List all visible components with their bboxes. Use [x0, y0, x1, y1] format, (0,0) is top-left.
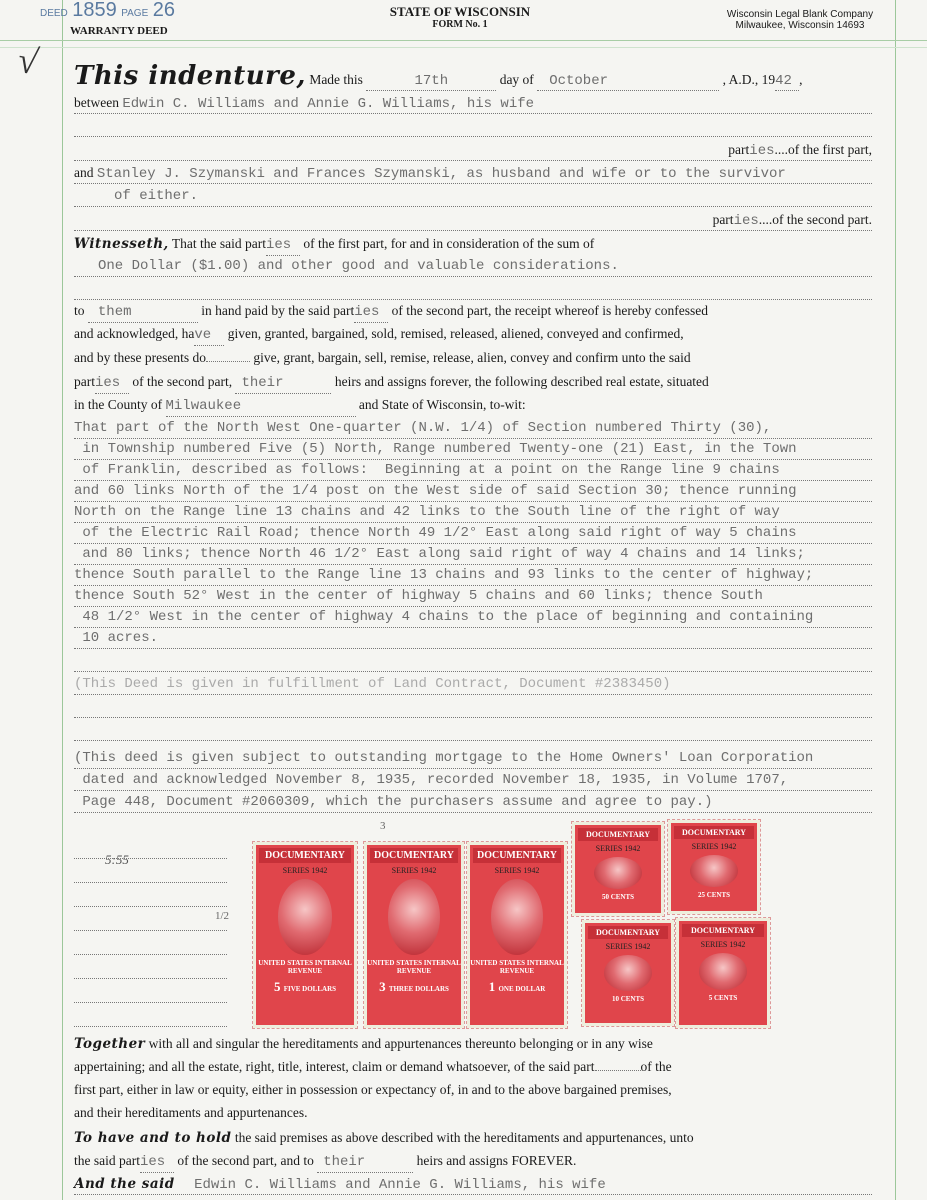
county-line: in the County of Milwaukee and State of Wisconsin, to-wit:: [74, 395, 872, 415]
together-line-2: appertaining; and all the estate, right, title, interest, claim or demand whatsoever, of the said part of the: [74, 1059, 672, 1074]
blank-line: [74, 910, 230, 931]
grantors-line: between Edwin C. Williams and Annie G. Williams, his wife: [74, 93, 872, 114]
grantees-line-2[interactable]: of either.: [74, 186, 872, 207]
grantors-field[interactable]: Edwin C. Williams and Annie G. Williams, his wife: [122, 96, 535, 112]
together-line-3: first part, either in law or equity, either in possession or expectancy of, in and to the above bargained premises,: [74, 1082, 672, 1097]
blank-line: [74, 838, 227, 859]
margin-note: 1/2: [215, 910, 230, 922]
blank-line: [74, 720, 872, 741]
blank-line: [74, 982, 227, 1003]
together-line-1: Together with all and singular the hereditaments and appurtenances thereunto belonging or in any wise: [74, 1036, 653, 1052]
revenue-stamp-5-dollars: DOCUMENTARY SERIES 1942 UNITED STATES INTERNAL REVENUE 5 FIVE DOLLARS: [253, 842, 357, 1028]
portrait-icon: [604, 955, 651, 991]
together-line-4: and their hereditaments and appurtenances.: [74, 1105, 308, 1120]
portrait-icon: [388, 879, 440, 955]
grantors-field[interactable]: Edwin C. Williams and Annie G. Williams, his wife: [194, 1177, 606, 1193]
day-field[interactable]: 17th: [366, 72, 496, 91]
land-contract-note[interactable]: (This Deed is given in fulfillment of Land Contract, Document #2383450): [74, 674, 872, 695]
revenue-stamp-50-cents: DOCUMENTARY SERIES 1942 50 CENTS: [572, 822, 664, 916]
revenue-stamp-3-dollars: DOCUMENTARY SERIES 1942 UNITED STATES INTERNAL REVENUE 3 THREE DOLLARS: [364, 842, 464, 1028]
payment-line: to them in hand paid by the said parties of the second part, the receipt whereof is hereby confessed: [74, 301, 872, 321]
revenue-stamp-5-cents: DOCUMENTARY SERIES 1942 5 CENTS: [676, 918, 770, 1028]
portrait-icon: [278, 879, 332, 955]
date-line: This indenture, Made this 17th day of October , A.D., 1942 ,: [74, 61, 803, 91]
first-part-line: parties....of the first part,: [74, 140, 872, 161]
revenue-stamp-25-cents: DOCUMENTARY SERIES 1942 25 CENTS: [668, 820, 760, 914]
blank-line: [74, 651, 872, 672]
county-field[interactable]: Milwaukee: [166, 396, 356, 417]
publisher: Wisconsin Legal Blank Company Milwaukee, Wisconsin 14693: [726, 9, 874, 31]
witnesseth-line: Witnesseth, That the said parties of the first part, for and in consideration of the sum of: [74, 234, 872, 254]
second-part-line: parties....of the second part.: [74, 210, 872, 231]
habendum-line-2: the said parties of the second part, and to their heirs and assigns FOREVER.: [74, 1151, 872, 1171]
form-type: WARRANTY DEED: [70, 25, 168, 37]
grantees-field[interactable]: Stanley J. Szymanski and Frances Szymanski, as husband and wife or to the survivor: [96, 166, 786, 182]
blank-line: [74, 934, 227, 955]
margin-note: 3: [380, 820, 386, 832]
blank-line: [74, 862, 227, 883]
year-field[interactable]: 42: [775, 72, 799, 91]
month-field[interactable]: October: [537, 72, 719, 91]
blank-line: [74, 1006, 227, 1027]
header-rule-2: [0, 47, 927, 48]
blank-line: [74, 279, 872, 300]
form-title: STATE OF WISCONSIN FORM No. 1: [389, 4, 531, 30]
convey-line: and by these presents do give, grant, bargain, sell, remise, release, alien, convey and confirm unto the said: [74, 350, 691, 365]
portrait-icon: [491, 879, 543, 955]
portrait-icon: [699, 953, 747, 990]
blank-line: [74, 958, 227, 979]
revenue-stamp-1-dollar: DOCUMENTARY SERIES 1942 UNITED STATES INTERNAL REVENUE 1 ONE DOLLAR: [467, 842, 567, 1028]
portrait-icon: [594, 857, 641, 889]
grantees-line: and Stanley J. Szymanski and Frances Szymanski, as husband and wife or to the survivor: [74, 163, 872, 184]
header-rule: [0, 40, 927, 41]
blank-line: [74, 886, 227, 907]
margin-line-left: [62, 0, 63, 1200]
blank-line: [74, 697, 872, 718]
heirs-line: parties of the second part, their heirs and assigns forever, the following described real estate, situated: [74, 372, 872, 392]
covenant-line: And the said Edwin C. Williams and Annie G. Williams, his wife: [74, 1174, 872, 1195]
check-mark: √: [14, 39, 42, 83]
margin-line-right: [895, 0, 896, 1200]
grant-line: and acknowledged, have given, granted, bargained, sold, remised, released, aliened, conveyed and confirmed,: [74, 324, 872, 344]
blank-line: [74, 116, 872, 137]
portrait-icon: [690, 855, 737, 887]
revenue-stamp-10-cents: DOCUMENTARY SERIES 1942 10 CENTS: [582, 920, 674, 1026]
consideration-field[interactable]: One Dollar ($1.00) and other good and valuable considerations.: [74, 256, 872, 277]
recording-stamp: DEED 1859 PAGE 26: [40, 0, 175, 21]
habendum-line-1: To have and to hold the said premises as above described with the hereditaments and appurtenances, unto: [74, 1130, 694, 1146]
margin-note: 5:55: [105, 852, 129, 867]
